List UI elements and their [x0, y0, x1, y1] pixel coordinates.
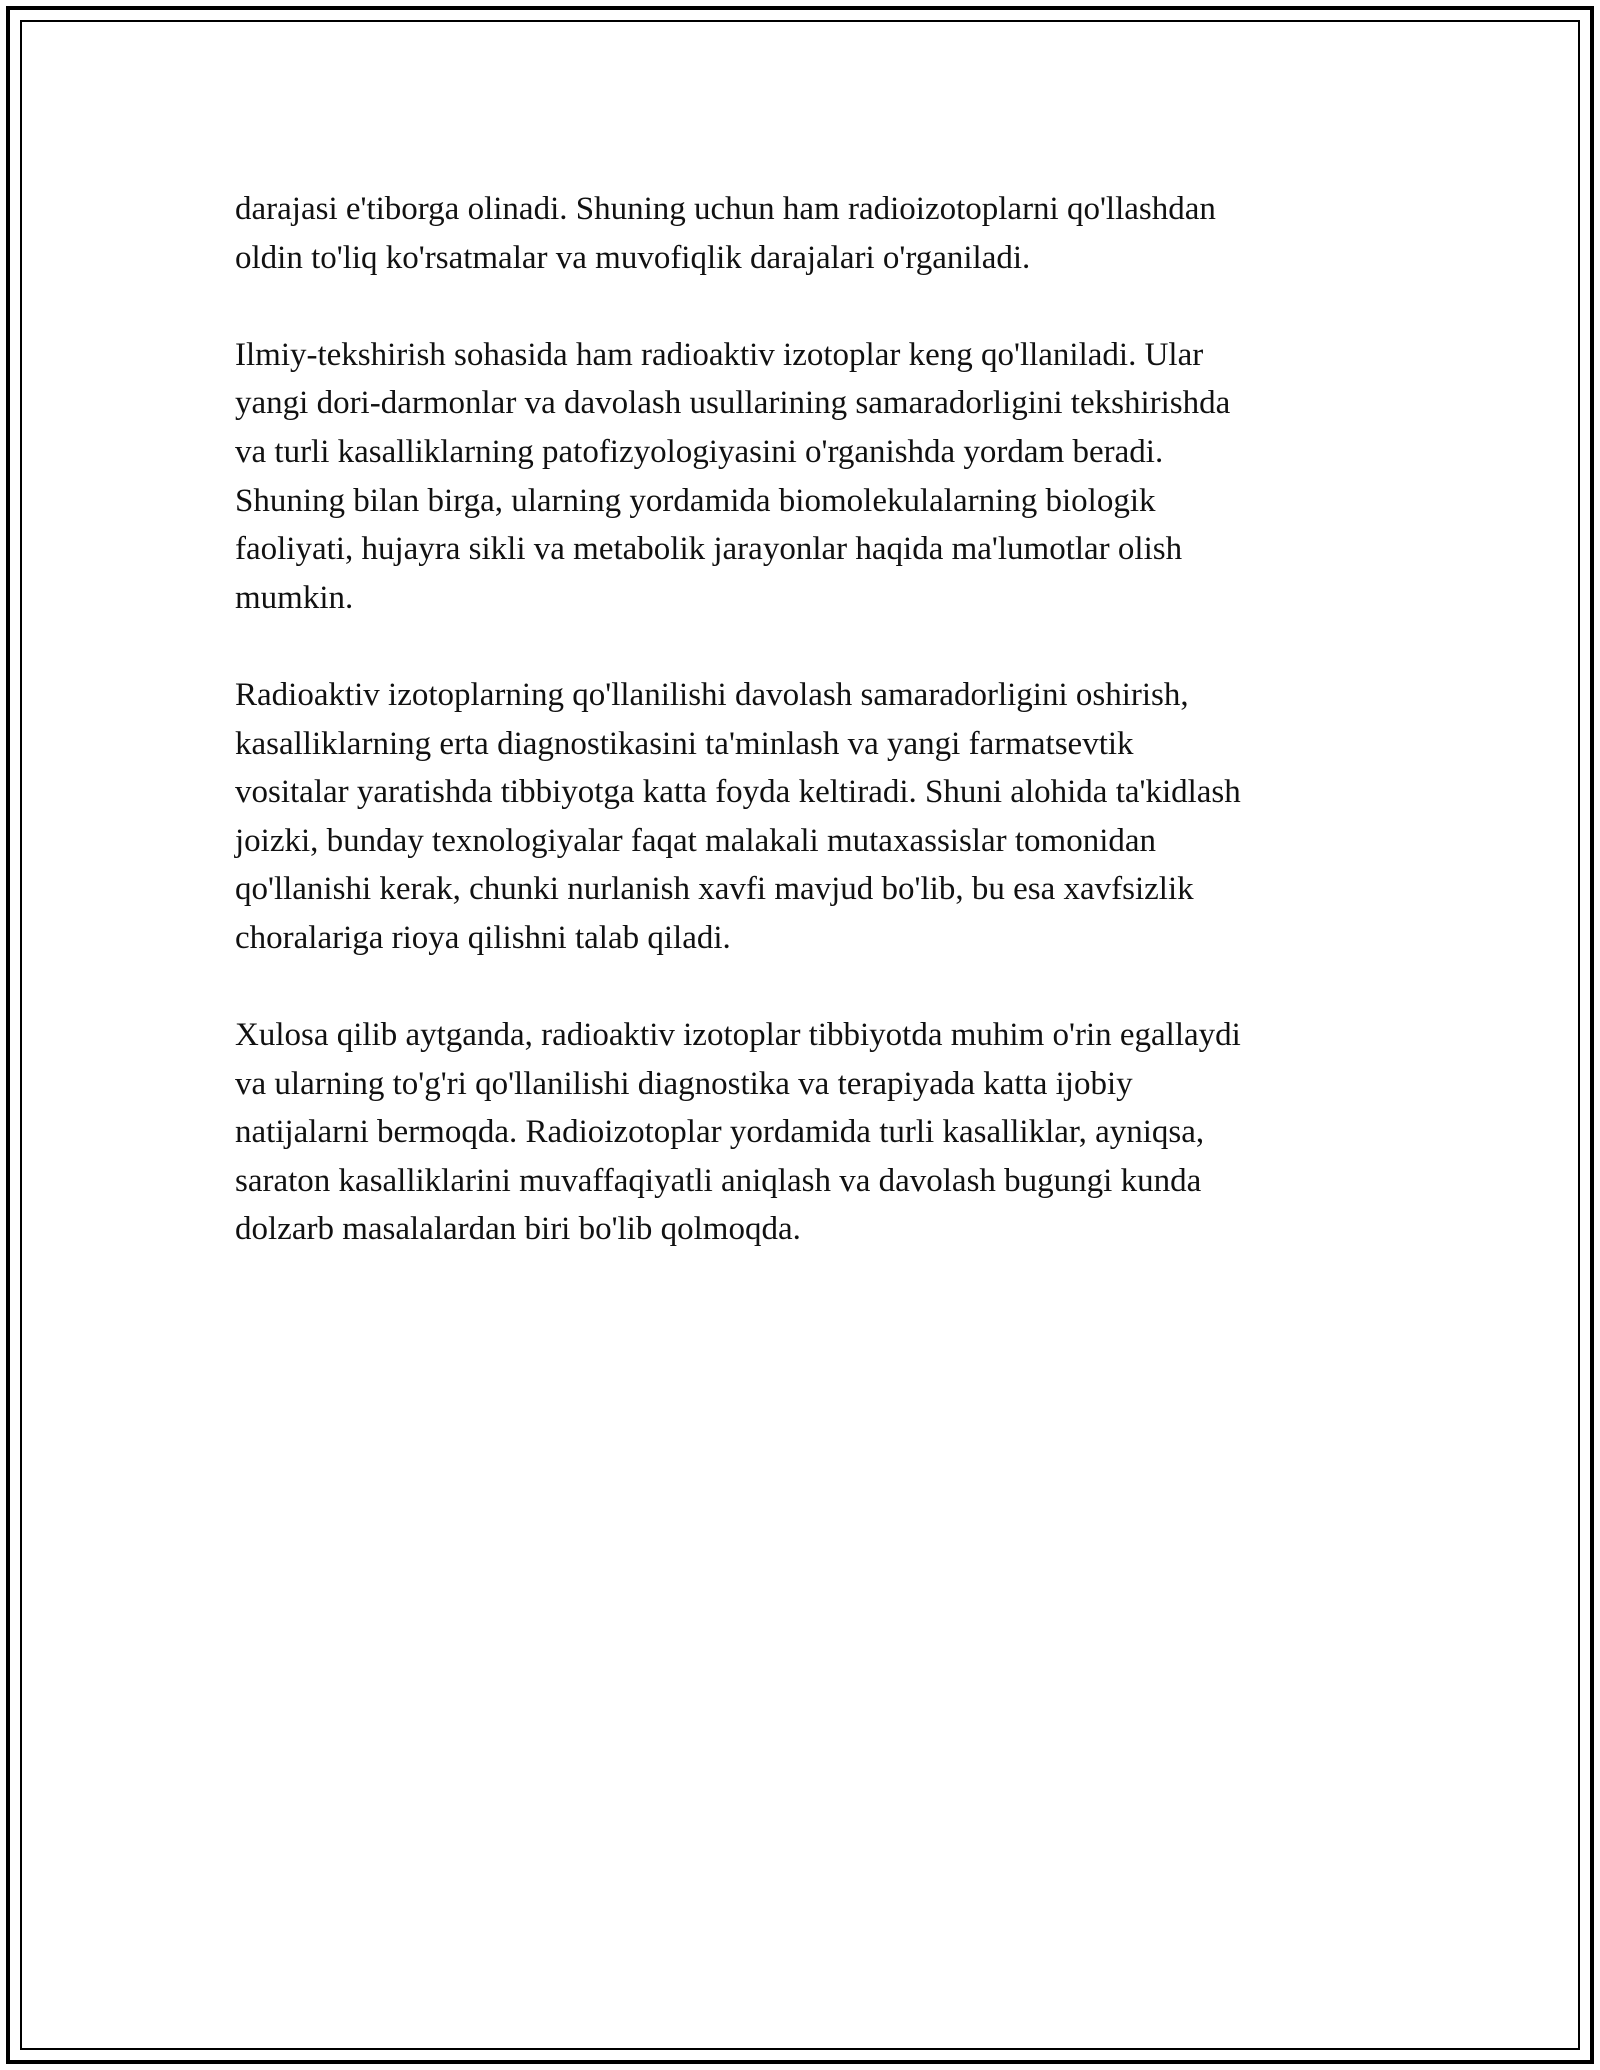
paragraph-4: Xulosa qilib aytganda, radioaktiv izotoplar tibbiyotda muhim o'rin egallaydi va ularning to'g'ri qo'llanilishi diagnostika va terapiyada katta ijobiy natijalarni bermoqda. Radioizotoplar yordamida turli kasalliklar, ayniqsa, saraton kasalliklarini muvaffaqiyatli aniqlash va davolash bugungi kunda dolzarb masalalardan biri bo'lib qolmoqda. [235, 1017, 1241, 1248]
document-body [235, 185, 1365, 1303]
paragraph-3: Radioaktiv izotoplarning qo'llanilishi davolash samaradorligini oshirish, kasalliklarning erta diagnostikasini ta'minlash va yangi farmatsevtik vositalar yaratishda tibbiyotga katta foyda keltiradi. Shuni alohida ta'kidlash joizki, bunday texnologiyalar faqat malakali mutaxassislar tomonidan qo'llanishi kerak, chunki nurlanish xavfi mavjud bo'lib, bu esa xavfsizlik choralariga rioya qilishni talab qiladi. [235, 676, 1241, 956]
paragraph-1: darajasi e'tiborga olinadi. Shuning uchun ham radioizotoplarni qo'llashdan oldin to'liq ko'rsatmalar va muvofiqlik darajalari o'rganiladi. [235, 191, 1216, 276]
paragraph-2: Ilmiy-tekshirish sohasida ham radioaktiv izotoplar keng qo'llaniladi. Ular yangi dori-darmonlar va davolash usullarining samaradorligini tekshirishda va turli kasalliklarning patofizyologiyasini o'rganishda yordam beradi. Shuning bilan birga, ularning yordamida biomolekulalarning biologik faoliyati, hujayra sikli va metabolik jarayonlar haqida ma'lumotlar olish mumkin. [235, 336, 1231, 616]
